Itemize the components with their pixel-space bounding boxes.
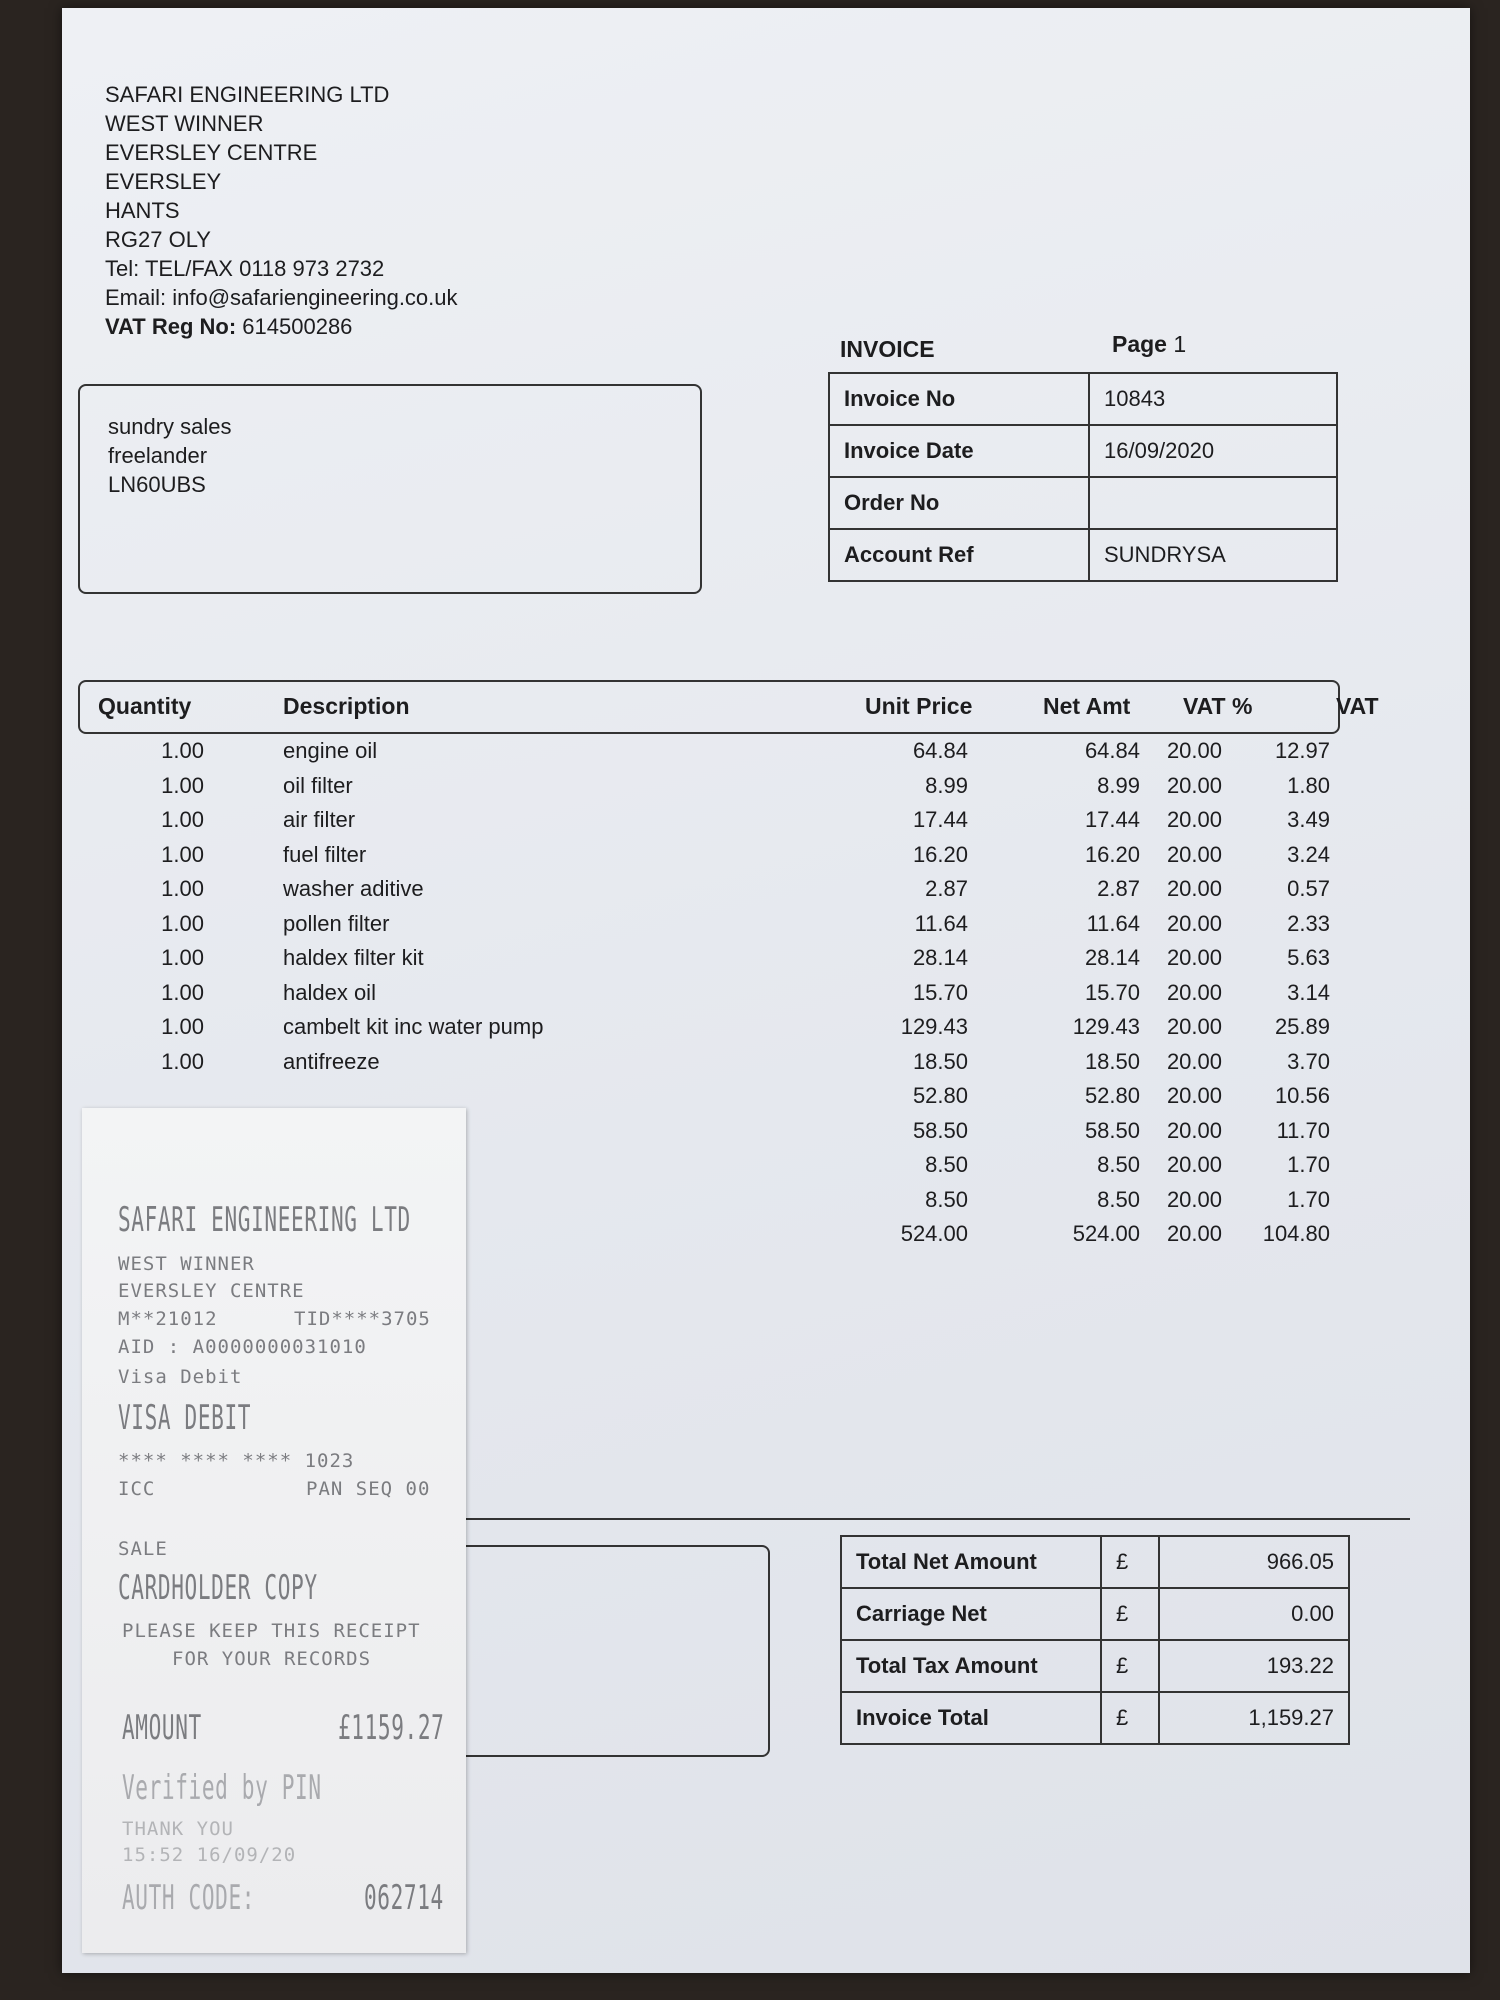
totals-currency: £ xyxy=(1101,1692,1159,1744)
item-vat-percent: 20.00 xyxy=(1166,807,1222,832)
item-row xyxy=(78,807,1340,842)
item-vat-percent: 20.00 xyxy=(1166,945,1222,970)
item-unit-price: 18.50 xyxy=(912,1048,968,1074)
item-quantity: 1.00 xyxy=(161,841,204,867)
receipt-card-type: Visa Debit xyxy=(118,1366,243,1388)
totals-table xyxy=(840,1535,1350,1745)
item-row xyxy=(78,842,1340,877)
receipt-address-line: EVERSLEY CENTRE xyxy=(118,1280,305,1302)
company-address-line: HANTS xyxy=(105,198,180,223)
item-net-amount: 15.70 xyxy=(1084,979,1140,1005)
item-vat-percent: 20.00 xyxy=(1166,1221,1222,1246)
item-unit-price: 17.44 xyxy=(912,807,968,832)
item-quantity: 1.00 xyxy=(161,807,204,832)
totals-value: 966.05 xyxy=(1159,1536,1349,1588)
company-email: Email: info@safariengineering.co.uk xyxy=(105,285,458,310)
totals-currency: £ xyxy=(1101,1536,1159,1588)
item-unit-price: 52.80 xyxy=(912,1083,968,1108)
item-net-amount: 58.50 xyxy=(1084,1117,1140,1143)
customer-line: freelander xyxy=(108,443,208,468)
item-vat: 3.49 xyxy=(1287,807,1330,832)
header-vat: VAT xyxy=(1336,693,1379,719)
item-quantity: 1.00 xyxy=(161,876,204,901)
meta-value xyxy=(1089,477,1337,529)
totals-label: Invoice Total xyxy=(841,1692,1101,1744)
item-vat-percent: 20.00 xyxy=(1166,1083,1222,1108)
item-net-amount: 524.00 xyxy=(1072,1221,1140,1246)
item-description: oil filter xyxy=(283,772,353,798)
vat-reg-value: 614500286 xyxy=(236,314,353,339)
item-vat-percent: 20.00 xyxy=(1166,1048,1222,1074)
receipt-copy-label: CARDHOLDER COPY xyxy=(118,1568,318,1608)
meta-label: Account Ref xyxy=(829,529,1089,581)
item-vat-percent: 20.00 xyxy=(1166,738,1222,763)
receipt-auth-code: 062714 xyxy=(364,1878,444,1918)
item-unit-price: 11.64 xyxy=(914,910,968,936)
item-vat-percent: 20.00 xyxy=(1166,1186,1222,1212)
item-row xyxy=(78,876,1340,911)
company-address-line: RG27 OLY xyxy=(105,227,211,252)
item-vat-percent: 20.00 xyxy=(1166,910,1222,936)
meta-row xyxy=(829,477,1337,529)
item-vat: 1.70 xyxy=(1287,1152,1330,1177)
receipt-amount-value: £1159.27 xyxy=(338,1708,445,1748)
item-net-amount: 17.44 xyxy=(1084,807,1140,832)
item-row xyxy=(78,980,1340,1015)
item-vat: 11.70 xyxy=(1276,1117,1330,1143)
item-quantity: 1.00 xyxy=(161,772,204,798)
item-vat: 10.56 xyxy=(1274,1083,1330,1108)
item-row xyxy=(78,1014,1340,1049)
item-net-amount: 129.43 xyxy=(1072,1014,1140,1039)
item-vat-percent: 20.00 xyxy=(1166,841,1222,867)
item-row xyxy=(78,738,1340,773)
item-net-amount: 18.50 xyxy=(1084,1048,1140,1074)
item-unit-price: 8.99 xyxy=(925,772,968,798)
meta-label: Invoice Date xyxy=(829,425,1089,477)
page-label: Page xyxy=(1112,331,1167,357)
totals-currency: £ xyxy=(1101,1588,1159,1640)
meta-label: Invoice No xyxy=(829,373,1089,425)
item-quantity: 1.00 xyxy=(161,738,204,763)
item-net-amount: 28.14 xyxy=(1084,945,1140,970)
item-vat: 3.14 xyxy=(1287,979,1330,1005)
item-vat: 25.89 xyxy=(1274,1014,1330,1039)
receipt-thank-you: THANK YOU xyxy=(122,1818,234,1840)
receipt-keep-line: PLEASE KEEP THIS RECEIPT xyxy=(122,1620,421,1642)
header-description: Description xyxy=(283,693,410,719)
item-net-amount: 52.80 xyxy=(1084,1083,1140,1108)
meta-value: 16/09/2020 xyxy=(1089,425,1337,477)
company-details xyxy=(105,80,458,341)
item-vat-percent: 20.00 xyxy=(1166,772,1222,798)
item-net-amount: 16.20 xyxy=(1084,841,1140,867)
item-row xyxy=(78,773,1340,808)
item-quantity: 1.00 xyxy=(161,1048,204,1074)
items-header-box xyxy=(78,680,1340,734)
receipt-auth-label: AUTH CODE: xyxy=(122,1878,256,1918)
customer-line: sundry sales xyxy=(108,414,232,439)
item-net-amount: 64.84 xyxy=(1084,738,1140,763)
page-value: 1 xyxy=(1173,331,1187,357)
header-quantity: Quantity xyxy=(98,693,192,719)
item-vat: 104.80 xyxy=(1262,1221,1330,1246)
company-address-line: EVERSLEY CENTRE xyxy=(105,140,318,165)
meta-row xyxy=(829,529,1337,581)
item-description: cambelt kit inc water pump xyxy=(283,1014,544,1039)
item-vat-percent: 20.00 xyxy=(1166,876,1222,901)
item-unit-price: 58.50 xyxy=(912,1117,968,1143)
company-address-line: EVERSLEY xyxy=(105,169,222,194)
item-unit-price: 28.14 xyxy=(912,945,968,970)
meta-value: SUNDRYSA xyxy=(1089,529,1337,581)
item-row xyxy=(78,945,1340,980)
header-net-amt: Net Amt xyxy=(1043,693,1131,719)
totals-value: 1,159.27 xyxy=(1159,1692,1349,1744)
totals-label: Carriage Net xyxy=(841,1588,1101,1640)
item-vat: 0.57 xyxy=(1287,876,1330,901)
receipt-address-line: WEST WINNER xyxy=(118,1253,255,1275)
totals-label: Total Net Amount xyxy=(841,1536,1101,1588)
item-quantity: 1.00 xyxy=(161,1014,204,1039)
vat-reg-label: VAT Reg No: xyxy=(105,314,237,339)
totals-row xyxy=(841,1588,1349,1640)
meta-value: 10843 xyxy=(1089,373,1337,425)
item-vat: 1.70 xyxy=(1287,1186,1330,1212)
divider xyxy=(420,1518,1410,1520)
item-unit-price: 524.00 xyxy=(900,1221,968,1246)
totals-row xyxy=(841,1536,1349,1588)
totals-row xyxy=(841,1640,1349,1692)
header-vat-pct: VAT % xyxy=(1183,693,1253,719)
item-vat: 1.80 xyxy=(1287,772,1330,798)
totals-value: 0.00 xyxy=(1159,1588,1349,1640)
receipt-verified: Verified by PIN xyxy=(122,1768,322,1808)
item-description: antifreeze xyxy=(283,1048,380,1074)
invoice-title: INVOICE xyxy=(840,336,935,362)
item-net-amount: 8.99 xyxy=(1097,772,1140,798)
item-net-amount: 2.87 xyxy=(1097,876,1140,901)
item-description: haldex filter kit xyxy=(283,945,424,970)
meta-row xyxy=(829,373,1337,425)
receipt-pan-seq: PAN SEQ 00 xyxy=(306,1478,431,1500)
item-description: air filter xyxy=(283,807,356,832)
item-net-amount: 8.50 xyxy=(1097,1152,1140,1177)
header-unit-price: Unit Price xyxy=(865,693,973,719)
item-description: fuel filter xyxy=(283,841,367,867)
item-vat-percent: 20.00 xyxy=(1166,979,1222,1005)
receipt-amount-label: AMOUNT xyxy=(122,1708,202,1748)
item-quantity: 1.00 xyxy=(161,910,204,936)
item-vat: 2.33 xyxy=(1287,910,1330,936)
totals-label: Total Tax Amount xyxy=(841,1640,1101,1692)
item-row xyxy=(78,911,1340,946)
meta-row xyxy=(829,425,1337,477)
receipt-aid: AID : A0000000031010 xyxy=(118,1336,367,1358)
receipt-sale: SALE xyxy=(118,1538,168,1560)
item-vat: 5.63 xyxy=(1287,945,1330,970)
invoice-meta-table xyxy=(828,372,1338,582)
item-vat: 12.97 xyxy=(1274,738,1330,763)
item-description: pollen filter xyxy=(283,910,390,936)
receipt-terminal-id: TID****3705 xyxy=(294,1308,431,1330)
item-net-amount: 8.50 xyxy=(1097,1186,1140,1212)
totals-value: 193.22 xyxy=(1159,1640,1349,1692)
item-unit-price: 8.50 xyxy=(925,1186,968,1212)
receipt-icc: ICC xyxy=(118,1478,156,1500)
company-vat-reg xyxy=(105,312,458,341)
item-quantity: 1.00 xyxy=(161,979,204,1005)
card-receipt xyxy=(82,1108,466,1953)
receipt-merchant-id: M**21012 xyxy=(118,1308,218,1330)
item-row xyxy=(78,1049,1340,1084)
totals-currency: £ xyxy=(1101,1640,1159,1692)
page-number xyxy=(1112,330,1186,359)
item-unit-price: 15.70 xyxy=(912,979,968,1005)
receipt-card-number: **** **** **** 1023 xyxy=(118,1450,355,1472)
item-vat-percent: 20.00 xyxy=(1166,1014,1222,1039)
item-vat-percent: 20.00 xyxy=(1166,1117,1222,1143)
customer-details xyxy=(108,412,232,499)
receipt-datetime: 15:52 16/09/20 xyxy=(122,1844,297,1866)
item-unit-price: 129.43 xyxy=(900,1014,968,1039)
receipt-keep-line: FOR YOUR RECORDS xyxy=(172,1648,372,1670)
company-name: SAFARI ENGINEERING LTD xyxy=(105,82,390,107)
item-net-amount: 11.64 xyxy=(1086,910,1140,936)
item-description: washer aditive xyxy=(283,876,424,901)
customer-line: LN60UBS xyxy=(108,472,206,497)
company-tel: Tel: TEL/FAX 0118 973 2732 xyxy=(105,256,385,281)
item-unit-price: 16.20 xyxy=(912,841,968,867)
item-description: engine oil xyxy=(283,738,378,763)
meta-label: Order No xyxy=(829,477,1089,529)
company-address-line: WEST WINNER xyxy=(105,111,264,136)
item-vat: 3.70 xyxy=(1287,1048,1330,1074)
item-unit-price: 64.84 xyxy=(912,738,968,763)
totals-row xyxy=(841,1692,1349,1744)
receipt-card-type-large: VISA DEBIT xyxy=(118,1398,252,1438)
item-unit-price: 8.50 xyxy=(925,1152,968,1177)
item-description: haldex oil xyxy=(283,979,376,1005)
item-vat: 3.24 xyxy=(1287,841,1330,867)
item-quantity: 1.00 xyxy=(161,945,204,970)
item-unit-price: 2.87 xyxy=(925,876,968,901)
notes-box xyxy=(430,1545,770,1757)
item-vat-percent: 20.00 xyxy=(1166,1152,1222,1177)
receipt-merchant: SAFARI ENGINEERING LTD xyxy=(118,1200,411,1240)
